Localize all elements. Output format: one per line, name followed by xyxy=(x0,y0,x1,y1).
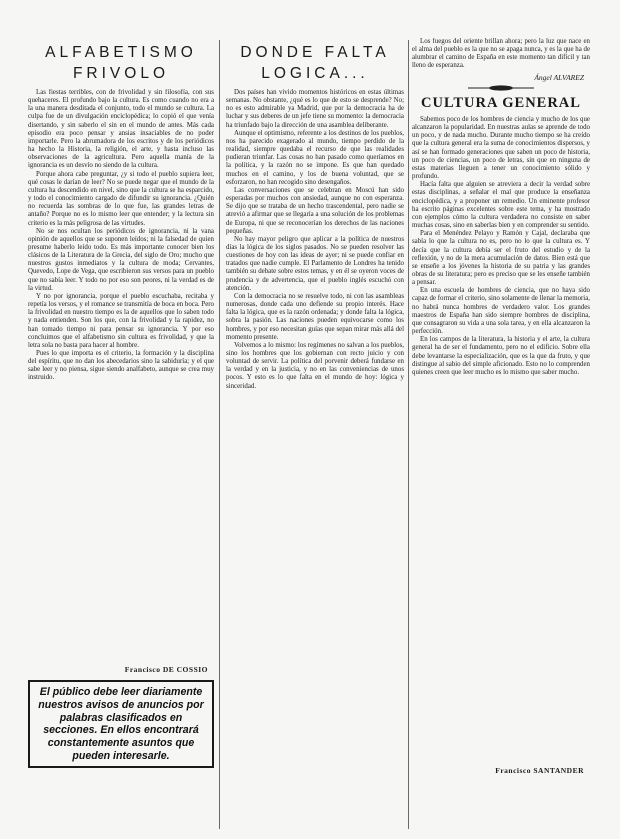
article-title-logica-line1: DONDE FALTA xyxy=(240,44,390,61)
article-title-alfabetismo-line2: FRIVOLO xyxy=(72,65,170,82)
article-title-logica-line2: LOGICA... xyxy=(261,65,369,82)
author-signature-alvarez: Ángel ALVAREZ xyxy=(534,73,584,82)
article-paragraph: Pues lo que importa es el criterio, la formación y la disciplina del espíritu, que no dan los abecedarios sino la sabiduría; y el que sabe leer y no piensa, sigue siendo analfabeto, aunque se crea muy instruido. xyxy=(28,350,214,382)
article-paragraph: Con la democracia no se resuelve todo, ni con las asambleas numerosas, donde cada uno defiende su propio interés. Hace falta la lógica, que es la razón ordenada; y donde falta la lógica, sobra la pasión. Las naciones pueden equivocarse como los hombres, y por eso necesitan guías que sepan mirar más allá del momento presente. xyxy=(226,292,404,341)
author-signature-cossio: Francisco DE COSSIO xyxy=(124,665,208,674)
column-donde-falta-logica xyxy=(226,0,404,829)
article-paragraph: Para el Menéndez Pelayo y Ramón y Cajal, declaraba que sabía lo que la cultura no es, pero no lo que la cultura es. Y decía que la cultura debía ser el fruto del estudio y de la reflexión, y no de la mera acumulación de datos. Bien está que se enseñe a los jóvenes la historia de su patria y las grandes obras de su literatura; pero es preciso que se les enseñe también a pensar. xyxy=(412,230,590,287)
ornament-divider-icon xyxy=(466,84,536,92)
article-paragraph: Las conversaciones que se celebran en Moscú han sido esperadas por muchos con ansiedad, aunque no con esperanza. Se dijo que se trataba de un hecho trascendental, pero nadie se atrevió a afirmar que se llegaría a una solución de los problemas de Europa, ni que se reconocerían los derechos de las naciones pequeñas. xyxy=(226,186,404,235)
article-body-logica xyxy=(226,89,404,829)
article-body-cultura xyxy=(412,116,590,762)
article-paragraph: En una escuela de hombres de ciencia, que no haya sido capaz de formar el criterio, sino solamente de llenar la memoria, no habrá nunca hombres de verdadero valor. Los grandes maestros de España han sido siempre hombres de disciplina, que consagraron su vida a una sola tarea, y en ella alcanzaron la perfección. xyxy=(412,287,590,336)
column-cultura-general xyxy=(412,0,590,775)
article-paragraph: Las fiestas terribles, con de frivolidad y sin filosofía, con sus quehaceres. El profundo bajo la cultura. Es como cuando no era a la una manera desditada el conjunto, todo el mundo se cultura. La culpa fue de un divulgación enciclopédica; lo copió el que venía disertando, y sin saberlo el sin en el mundo de antes. Más cada episodio era poco pensar y ansias insaciables de no poder importarle. Pero la abrumadora de los escritos y de los periódicos ha hecho la Historia, la religión, el arte, y hasta incluso las observaciones de la agricultura. Pero aquella manía de la ignorancia es un desvío no siendo de la cultura. xyxy=(28,89,214,170)
column-divider xyxy=(219,40,220,829)
article-title-alfabetismo-line1: ALFABETISMO xyxy=(45,44,197,61)
author-signature-santander: Francisco SANTANDER xyxy=(495,766,584,775)
classified-ads-notice: El público debe leer diariamente nuestros avisos de anuncios por palabras clasificados en secciones. En ellos encontrará constantemente asuntos que pueden interesarle. xyxy=(28,680,214,768)
previous-article-tail xyxy=(412,38,590,72)
article-body-alfabetismo xyxy=(28,89,214,661)
article-paragraph: No se nos ocultan los periódicos de ignorancia, ni la vana opinión de aquellos que se suponen leídos; ni la falsedad de quien presume haberlo leído todo. Es más importante conocer bien los clásicos de la Literatura de la Grecia, del siglo de Oro; mucho que nuestros gustos inmediatos y la cultura de moda; Cervantes, Quevedo, Lope de Vega, que escribieron sus versos para un pueblo que no sabía leer. Y todo no por eso son peores, ni la verdad es de la virtud. xyxy=(28,227,214,292)
article-paragraph: Los fuegos del oriente brillan ahora; pero la luz que nace en el alma del pueblo es la que no se apaga nunca, y es la que ha de alumbrar el camino de España en este momento tan difícil y tan lleno de esperanza. xyxy=(412,38,590,70)
article-paragraph: Dos países han vivido momentos históricos en estas últimas semanas. No obstante, ¿qué es lo que de esto se desprende? No; no es esto admirable ya Madrid, que por la democracia ha de luchar y sus deberes de un jefe tiene su momento: la democracia ha triunfado bajo la dirección de una asamblea deliberante. xyxy=(226,89,404,129)
article-paragraph: No hay mayor peligro que aplicar a la política de nuestros días la lógica de los siglos pasados. No se pueden resolver las cuestiones de hoy con las ideas de ayer; ni se puede confiar en tratados que nadie cumple. El Parlamento de Londres ha tenido también su debate sobre estos temas, y en él se oyeron voces de prudencia y de advertencia, que el pueblo inglés escuchó con atención. xyxy=(226,235,404,292)
column-divider xyxy=(408,40,409,829)
article-title-cultura-general: CULTURA GENERAL xyxy=(421,95,581,111)
article-paragraph: Hacía falta que alguien se atreviera a decir la verdad sobre estas disciplinas, a señalar el mal que produce la enseñanza enciclopédica, y a proponer un remedio. Un eminente profesor ha escrito páginas excelentes sobre este tema, y ha mostrado con ejemplos cómo la cultura verdadera no consiste en saber muchas cosas, sino en saberlas bien y en comprender su sentido. xyxy=(412,181,590,230)
article-paragraph: En los campos de la literatura, la historia y el arte, la cultura general ha de ser el fundamento, pero no el edificio. Sobre ella debe levantarse la especialización, que es la que da fruto, y que distingue al sabio del simple aficionado. Esto no lo comprenden quienes creen que leer mucho es lo mismo que saber mucho. xyxy=(412,336,590,376)
article-paragraph: Aunque el optimismo, referente a los destinos de los pueblos, nos ha parecido exagerado al mundo, tiempo perdido de la realidad, siempre quedaba el recurso de que las realidades pudieran triunfar. Las cosas no han pasado como queríamos en la política, y la razón no se impone. Es que han quedado muchos en el camino, y los de buena voluntad, que se esforzaron, no han recogido sino desengaños. xyxy=(226,129,404,186)
article-paragraph: Volvemos a lo mismo: los regímenes no salvan a los pueblos, sino los hombres que los gobiernan con recto juicio y con voluntad de servir. La política del porvenir deberá fundarse en la verdad y en la justicia, y no en las conveniencias de unos pocos. Y esto es lo que falta en el mundo de hoy: lógica y sinceridad. xyxy=(226,341,404,390)
article-paragraph: Sabemos poco de los hombres de ciencia y mucho de los que alcanzaron la popularidad. En nuestras aulas se aprende de todo un poco, y de nada mucho. Durante mucho tiempo se ha creído que la cultura general era la suma de conocimientos dispersos, y así se han formado generaciones que saben un poco de historia, un poco de ciencias, un poco de letras, sin que en ninguna de estas materias lleguen a tener un conocimiento sólido y profundo. xyxy=(412,116,590,181)
article-paragraph: Porque ahora cabe preguntar, ¿y si todo el pueblo supiera leer, qué cosas le darían de leer? No se puede negar que el mundo de la cultura ha descendido en nivel, sino que la cultura se ha esparcido, y todo el conocimiento cargado de difundir su ignorancia. ¿Quién no recuerda las sombras de lo que fue, las grandes letras de antaño? Porque no es lo mismo leer que entender; y la lectura sin criterio es la más peligrosa de las virtudes. xyxy=(28,170,214,227)
column-alfabetismo xyxy=(28,0,214,768)
article-paragraph: Y no por ignorancia, porque el pueblo escuchaba, recitaba y repetía los versos, y el romance se transmitía de boca en boca. Pero la frivolidad en nuestro tiempo es la de aquellos que lo saben todo y nada entienden. Son los que, con la frivolidad y la rapidez, no han tomado tiempo ni para pensar su ignorancia. Y por eso concluimos que el alfabetismo sin cultura es frivolidad, y que la letra sola no basta para hacer al hombre. xyxy=(28,292,214,349)
